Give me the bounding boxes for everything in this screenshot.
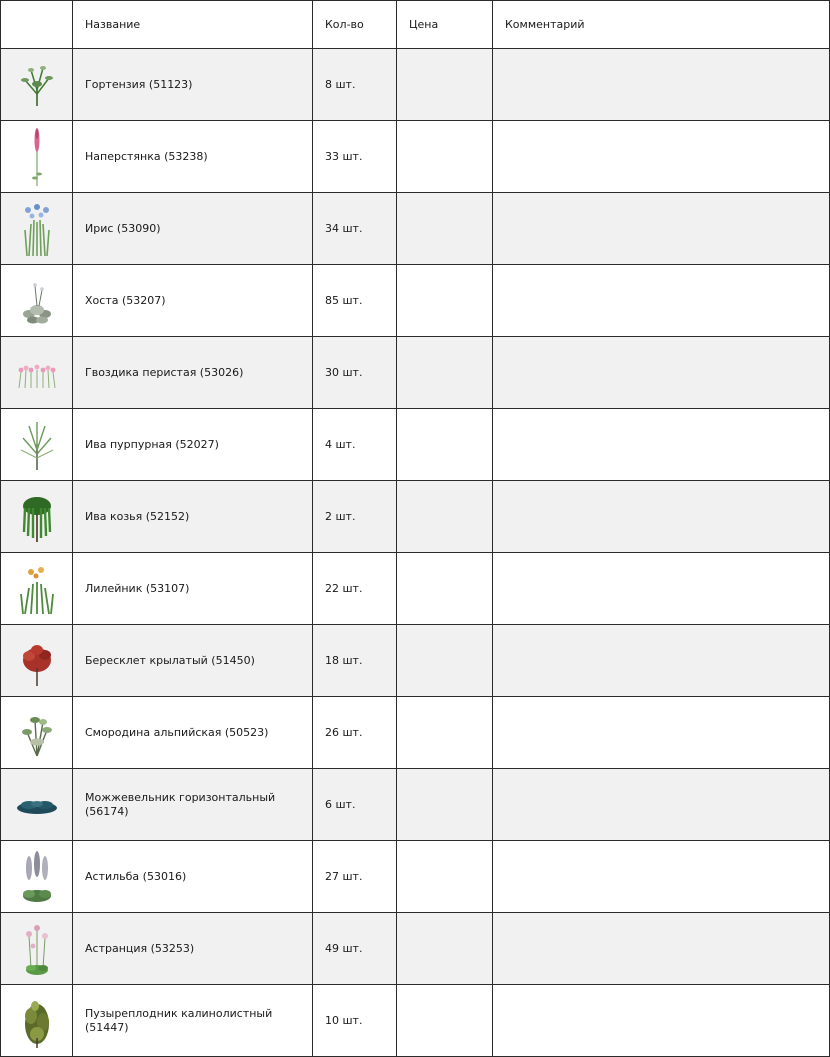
plant-name: Гортензия (51123) (73, 49, 313, 121)
plant-comment[interactable] (493, 49, 830, 121)
plant-name: Смородина альпийская (50523) (73, 697, 313, 769)
plant-qty: 10 шт. (313, 985, 397, 1057)
table-row (1, 409, 830, 481)
astrantia-icon (15, 918, 59, 980)
header-comment: Комментарий (493, 1, 830, 49)
hosta-icon (15, 270, 59, 332)
plant-image-cell (1, 841, 73, 913)
plant-image-cell (1, 49, 73, 121)
plant-image-cell (1, 913, 73, 985)
plant-price[interactable] (397, 697, 493, 769)
plant-image-cell (1, 481, 73, 553)
plant-name: Пузыреплодник калинолистный (51447) (73, 985, 313, 1057)
table-row (1, 697, 830, 769)
plant-image-cell (1, 121, 73, 193)
plant-qty: 85 шт. (313, 265, 397, 337)
plant-name: Астранция (53253) (73, 913, 313, 985)
plant-comment[interactable] (493, 769, 830, 841)
plant-name: Ива козья (52152) (73, 481, 313, 553)
plant-image-cell (1, 769, 73, 841)
plant-qty: 18 шт. (313, 625, 397, 697)
table-row (1, 481, 830, 553)
plant-comment[interactable] (493, 337, 830, 409)
plant-price[interactable] (397, 337, 493, 409)
plant-image-cell (1, 697, 73, 769)
plant-image-cell (1, 409, 73, 481)
plant-qty: 30 шт. (313, 337, 397, 409)
euonymus-icon (15, 630, 59, 692)
currant-icon (15, 702, 59, 764)
plant-qty: 26 шт. (313, 697, 397, 769)
plant-qty: 34 шт. (313, 193, 397, 265)
astilbe-icon (15, 846, 59, 908)
header-qty: Кол-во (313, 1, 397, 49)
plant-price[interactable] (397, 49, 493, 121)
table-row (1, 49, 830, 121)
ninebark-icon (15, 990, 59, 1052)
plant-price[interactable] (397, 769, 493, 841)
plant-qty: 49 шт. (313, 913, 397, 985)
table-row (1, 337, 830, 409)
table-row (1, 985, 830, 1057)
goat-willow-icon (15, 486, 59, 548)
table-row (1, 769, 830, 841)
plant-comment[interactable] (493, 193, 830, 265)
plant-price[interactable] (397, 409, 493, 481)
plant-price[interactable] (397, 481, 493, 553)
plant-image-cell (1, 337, 73, 409)
plant-qty: 6 шт. (313, 769, 397, 841)
plant-comment[interactable] (493, 625, 830, 697)
plant-image-cell (1, 265, 73, 337)
table-body (1, 49, 830, 1057)
plant-price[interactable] (397, 913, 493, 985)
plant-comment[interactable] (493, 481, 830, 553)
table-row (1, 553, 830, 625)
plant-name: Ирис (53090) (73, 193, 313, 265)
plant-image-cell (1, 625, 73, 697)
juniper-icon (15, 774, 59, 836)
plant-name: Ива пурпурная (52027) (73, 409, 313, 481)
table-row (1, 841, 830, 913)
iris-icon (15, 198, 59, 260)
plant-price[interactable] (397, 121, 493, 193)
plant-comment[interactable] (493, 265, 830, 337)
plant-comment[interactable] (493, 409, 830, 481)
plant-comment[interactable] (493, 553, 830, 625)
plant-qty: 33 шт. (313, 121, 397, 193)
plant-name: Хоста (53207) (73, 265, 313, 337)
table-row (1, 121, 830, 193)
plant-comment[interactable] (493, 121, 830, 193)
hydrangea-icon (15, 54, 59, 116)
plant-name: Астильба (53016) (73, 841, 313, 913)
table-row (1, 913, 830, 985)
plant-comment[interactable] (493, 913, 830, 985)
daylily-icon (15, 558, 59, 620)
plant-image-cell (1, 985, 73, 1057)
foxglove-icon (15, 126, 59, 188)
purple-willow-icon (15, 414, 59, 476)
plant-comment[interactable] (493, 841, 830, 913)
plant-qty: 27 шт. (313, 841, 397, 913)
plant-price[interactable] (397, 265, 493, 337)
plant-qty: 2 шт. (313, 481, 397, 553)
header-price: Цена (397, 1, 493, 49)
table-row (1, 265, 830, 337)
plant-qty: 4 шт. (313, 409, 397, 481)
header-image (1, 1, 73, 49)
plant-comment[interactable] (493, 985, 830, 1057)
plant-price[interactable] (397, 193, 493, 265)
plant-qty: 8 шт. (313, 49, 397, 121)
table-header-row (1, 1, 830, 49)
plant-price[interactable] (397, 841, 493, 913)
table-row (1, 625, 830, 697)
plant-image-cell (1, 193, 73, 265)
plant-name: Лилейник (53107) (73, 553, 313, 625)
plant-price[interactable] (397, 625, 493, 697)
plant-comment[interactable] (493, 697, 830, 769)
carnation-icon (15, 342, 59, 404)
header-name: Название (73, 1, 313, 49)
plant-qty: 22 шт. (313, 553, 397, 625)
plant-name: Бересклет крылатый (51450) (73, 625, 313, 697)
plant-price[interactable] (397, 985, 493, 1057)
plant-name: Гвоздика перистая (53026) (73, 337, 313, 409)
plant-name: Можжевельник горизонтальный (56174) (73, 769, 313, 841)
plant-image-cell (1, 553, 73, 625)
plant-price[interactable] (397, 553, 493, 625)
table-row (1, 193, 830, 265)
plant-name: Наперстянка (53238) (73, 121, 313, 193)
